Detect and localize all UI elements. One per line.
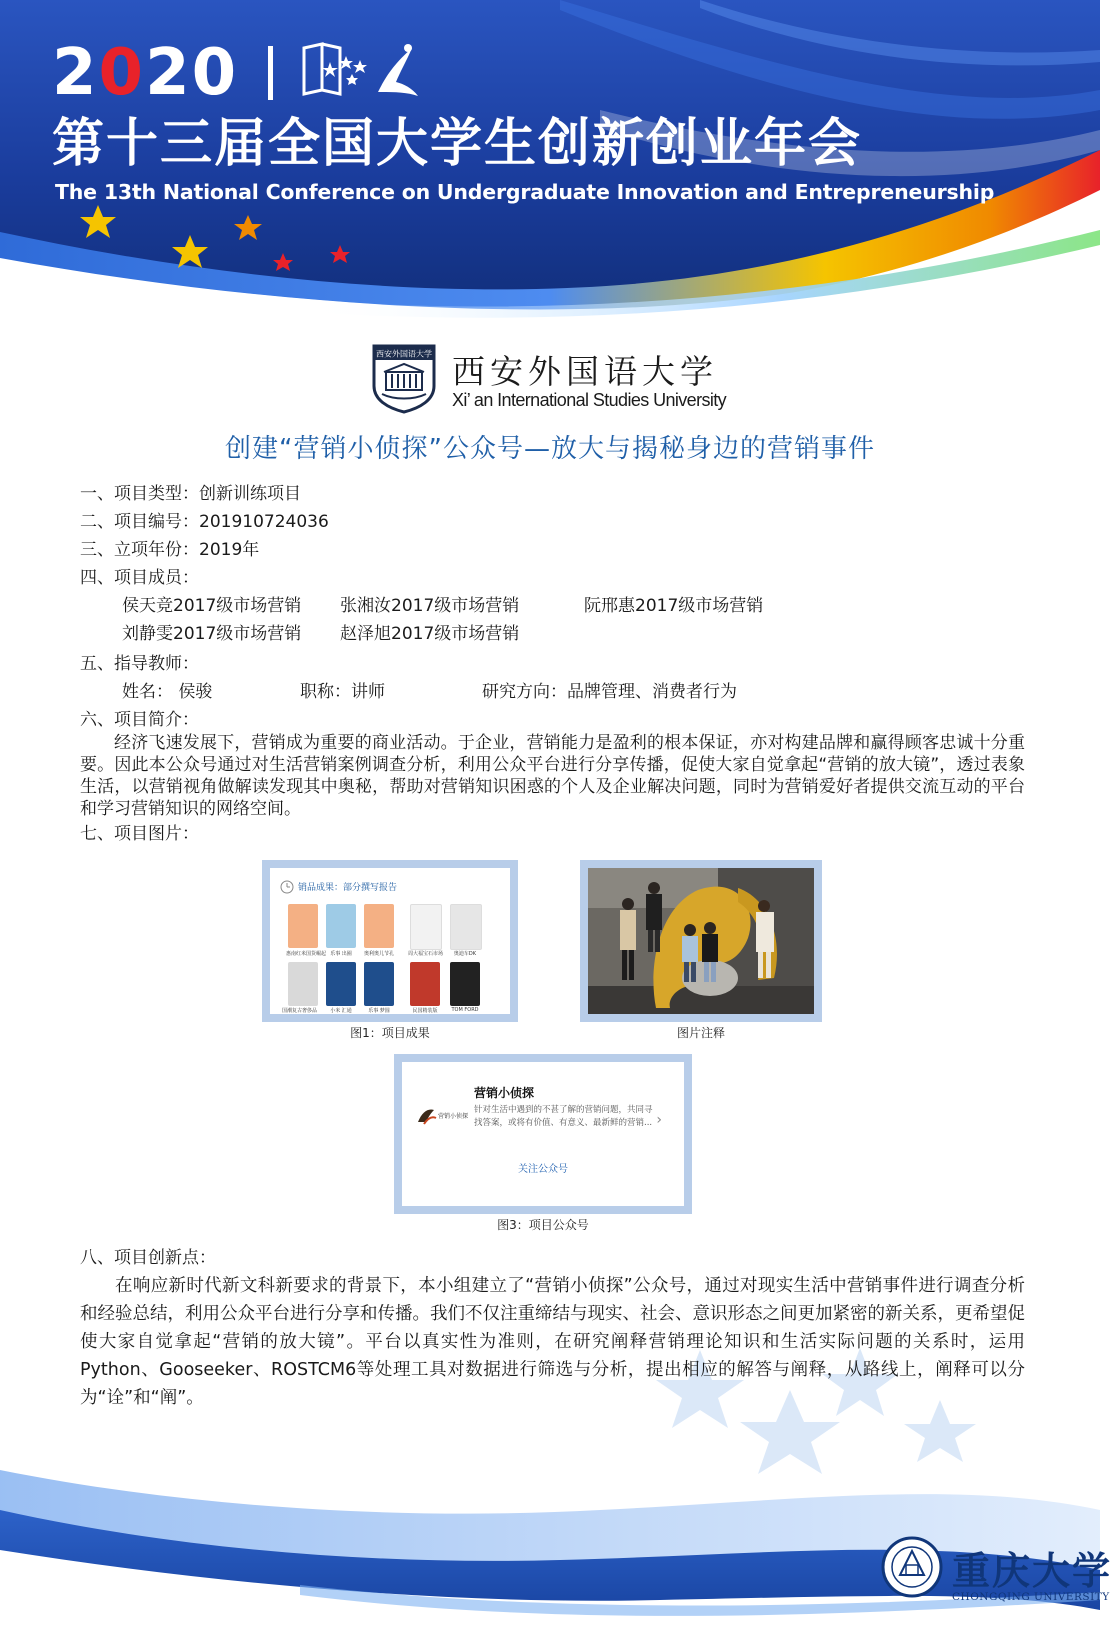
report-card-label: 乐事 梦圆	[368, 1008, 390, 1014]
report-card	[326, 904, 356, 948]
clock-icon	[280, 880, 294, 894]
report-card-label: 民国精装版	[412, 1008, 438, 1014]
report-card-label: 乐事 出圈	[330, 951, 352, 957]
member-item: 侯天竞2017级市场营销	[122, 596, 302, 616]
follow-account-button[interactable]: 关注公众号	[518, 1164, 568, 1175]
section-advisor-heading: 五、指导教师：	[80, 654, 199, 674]
figure-2-frame	[580, 860, 822, 1022]
report-card	[326, 962, 356, 1006]
seal-text: 西安外国语大学	[376, 349, 432, 359]
report-card-label: 周大福宝石市场	[408, 951, 444, 957]
year-digit: 2	[52, 36, 99, 110]
report-card	[450, 904, 482, 950]
cqu-emblem-icon	[880, 1535, 944, 1599]
chevron-right-icon[interactable]: ›	[656, 1112, 662, 1128]
university-name-cn: 西安外国语大学	[452, 352, 718, 391]
university-seal-icon	[370, 342, 438, 414]
figure-1-inner-title: 销品成果：部分撰写报告	[298, 883, 398, 893]
report-card	[364, 904, 394, 948]
figure-1-caption: 图1：项目成果	[350, 1026, 430, 1040]
figure-2-photo	[588, 868, 814, 1014]
wechat-account-description: 针对生活中遇到的不甚了解的营销问题，共同寻找答案，或将有价值、有意义、最新鲜的营销...	[474, 1105, 653, 1128]
report-card	[450, 962, 480, 1006]
university-header	[370, 340, 790, 418]
member-item: 赵泽旭2017级市场营销	[340, 624, 520, 644]
project-title: 创建“营销小侦探”公众号—放大与揭秘身边的营销事件	[225, 434, 875, 464]
wechat-account-logo-icon	[416, 1106, 469, 1126]
innovation-paragraph: 在响应新时代新文科新要求的背景下，本小组建立了“营销小侦探”公众号，通过对现实生活中营销事件进行调查分析和经验总结，利用公众平台进行分享和传播。我们不仅注重缔结与现实、社会、意识形态之间更加紧密的新关系，更希望促使大家自觉拿起“营销的放大镜”。平台以真实性为准则，在研究阐释营销理论知识和生活实际问题的关系时，运用Python、Gooseeker、ROSTCM6等处理工具对数据进行筛选与分析，提出相应的解答与阐释，从路线上，阐释可以分为“诠”和“阐”。	[80, 1276, 1025, 1408]
report-card	[288, 962, 318, 1006]
group-photo-illustration	[588, 868, 814, 1014]
university-name-en: Xi’ an International Studies University	[452, 390, 727, 410]
section-project-number: 二、项目编号：201910724036	[80, 512, 329, 532]
report-card	[288, 904, 318, 948]
figure-3-wechat-card	[402, 1062, 684, 1206]
report-card-label: 国潮复古奢侈品	[282, 1008, 318, 1014]
section-pictures-heading: 七、项目图片：	[80, 824, 199, 844]
section-project-year: 三、立项年份：2019年	[80, 540, 260, 560]
conference-title-en: The 13th National Conference on Undergraduate Innovation and Entrepreneurship	[55, 180, 995, 204]
report-card-label: 小米 汇通	[330, 1008, 352, 1014]
figure-1-frame	[262, 860, 518, 1022]
year-divider	[268, 46, 273, 100]
report-card-label: 惠南红米国货崛起	[286, 951, 327, 957]
advisor-research: 研究方向：品牌管理、消费者行为	[482, 682, 737, 702]
section-project-type: 一、项目类型：创新训练项目	[80, 484, 301, 504]
conference-logo-icon	[300, 40, 430, 102]
report-card	[410, 962, 440, 1006]
conference-year	[52, 38, 238, 108]
header-banner	[0, 0, 1100, 320]
conference-title-cn: 第十三届全国大学生创新创业年会	[52, 114, 863, 174]
section-innovation-heading: 八、项目创新点：	[80, 1248, 216, 1268]
figure-3-caption: 图3：项目公众号	[497, 1218, 589, 1232]
report-card	[364, 962, 394, 1006]
intro-paragraph: 经济飞速发展下，营销成为重要的商业活动。于企业，营销能力是盈利的根本保证，亦对构建品牌和赢得顾客忠诚十分重要。因此本公众号通过对生活营销案例调查分析，利用公众平台进行分享传播，促使大家自觉拿起“营销的放大镜”，透过表象生活，以营销视角做解读发现其中奥秘，帮助对营销知识困惑的个人及企业解决问题，同时为营销爱好者提供交流互动的平台和学习营销知识的网络空间。	[80, 733, 1025, 819]
figure-2-caption: 图片注释	[676, 1026, 725, 1040]
report-card-label: 奥迪车DK	[453, 951, 477, 957]
wechat-account-name: 营销小侦探	[474, 1086, 535, 1100]
section-members-heading: 四、项目成员：	[80, 568, 199, 588]
section-intro-heading: 六、项目简介：	[80, 710, 199, 730]
member-item: 阮邢惠2017级市场营销	[584, 596, 764, 616]
report-card-label: TOM FORD	[451, 1007, 479, 1013]
year-digit-red: 0	[98, 36, 146, 110]
report-card	[410, 904, 442, 950]
report-card-label: 奥利奥儿节孔	[363, 951, 394, 957]
cqu-name-cn: 重庆大学	[952, 1548, 1112, 1593]
year-digits: 20	[145, 36, 239, 110]
cqu-name-en: CHONGQING UNIVERSITY	[952, 1591, 1110, 1603]
figure-3-frame	[394, 1054, 692, 1214]
member-item: 张湘汝2017级市场营销	[340, 596, 520, 616]
wechat-logo-text: 营销小侦探	[438, 1113, 469, 1120]
advisor-title: 职称：讲师	[300, 682, 385, 702]
figure-1-image	[270, 868, 510, 1014]
member-item: 刘静雯2017级市场营销	[122, 624, 302, 644]
advisor-name: 姓名： 侯骏	[122, 682, 213, 702]
